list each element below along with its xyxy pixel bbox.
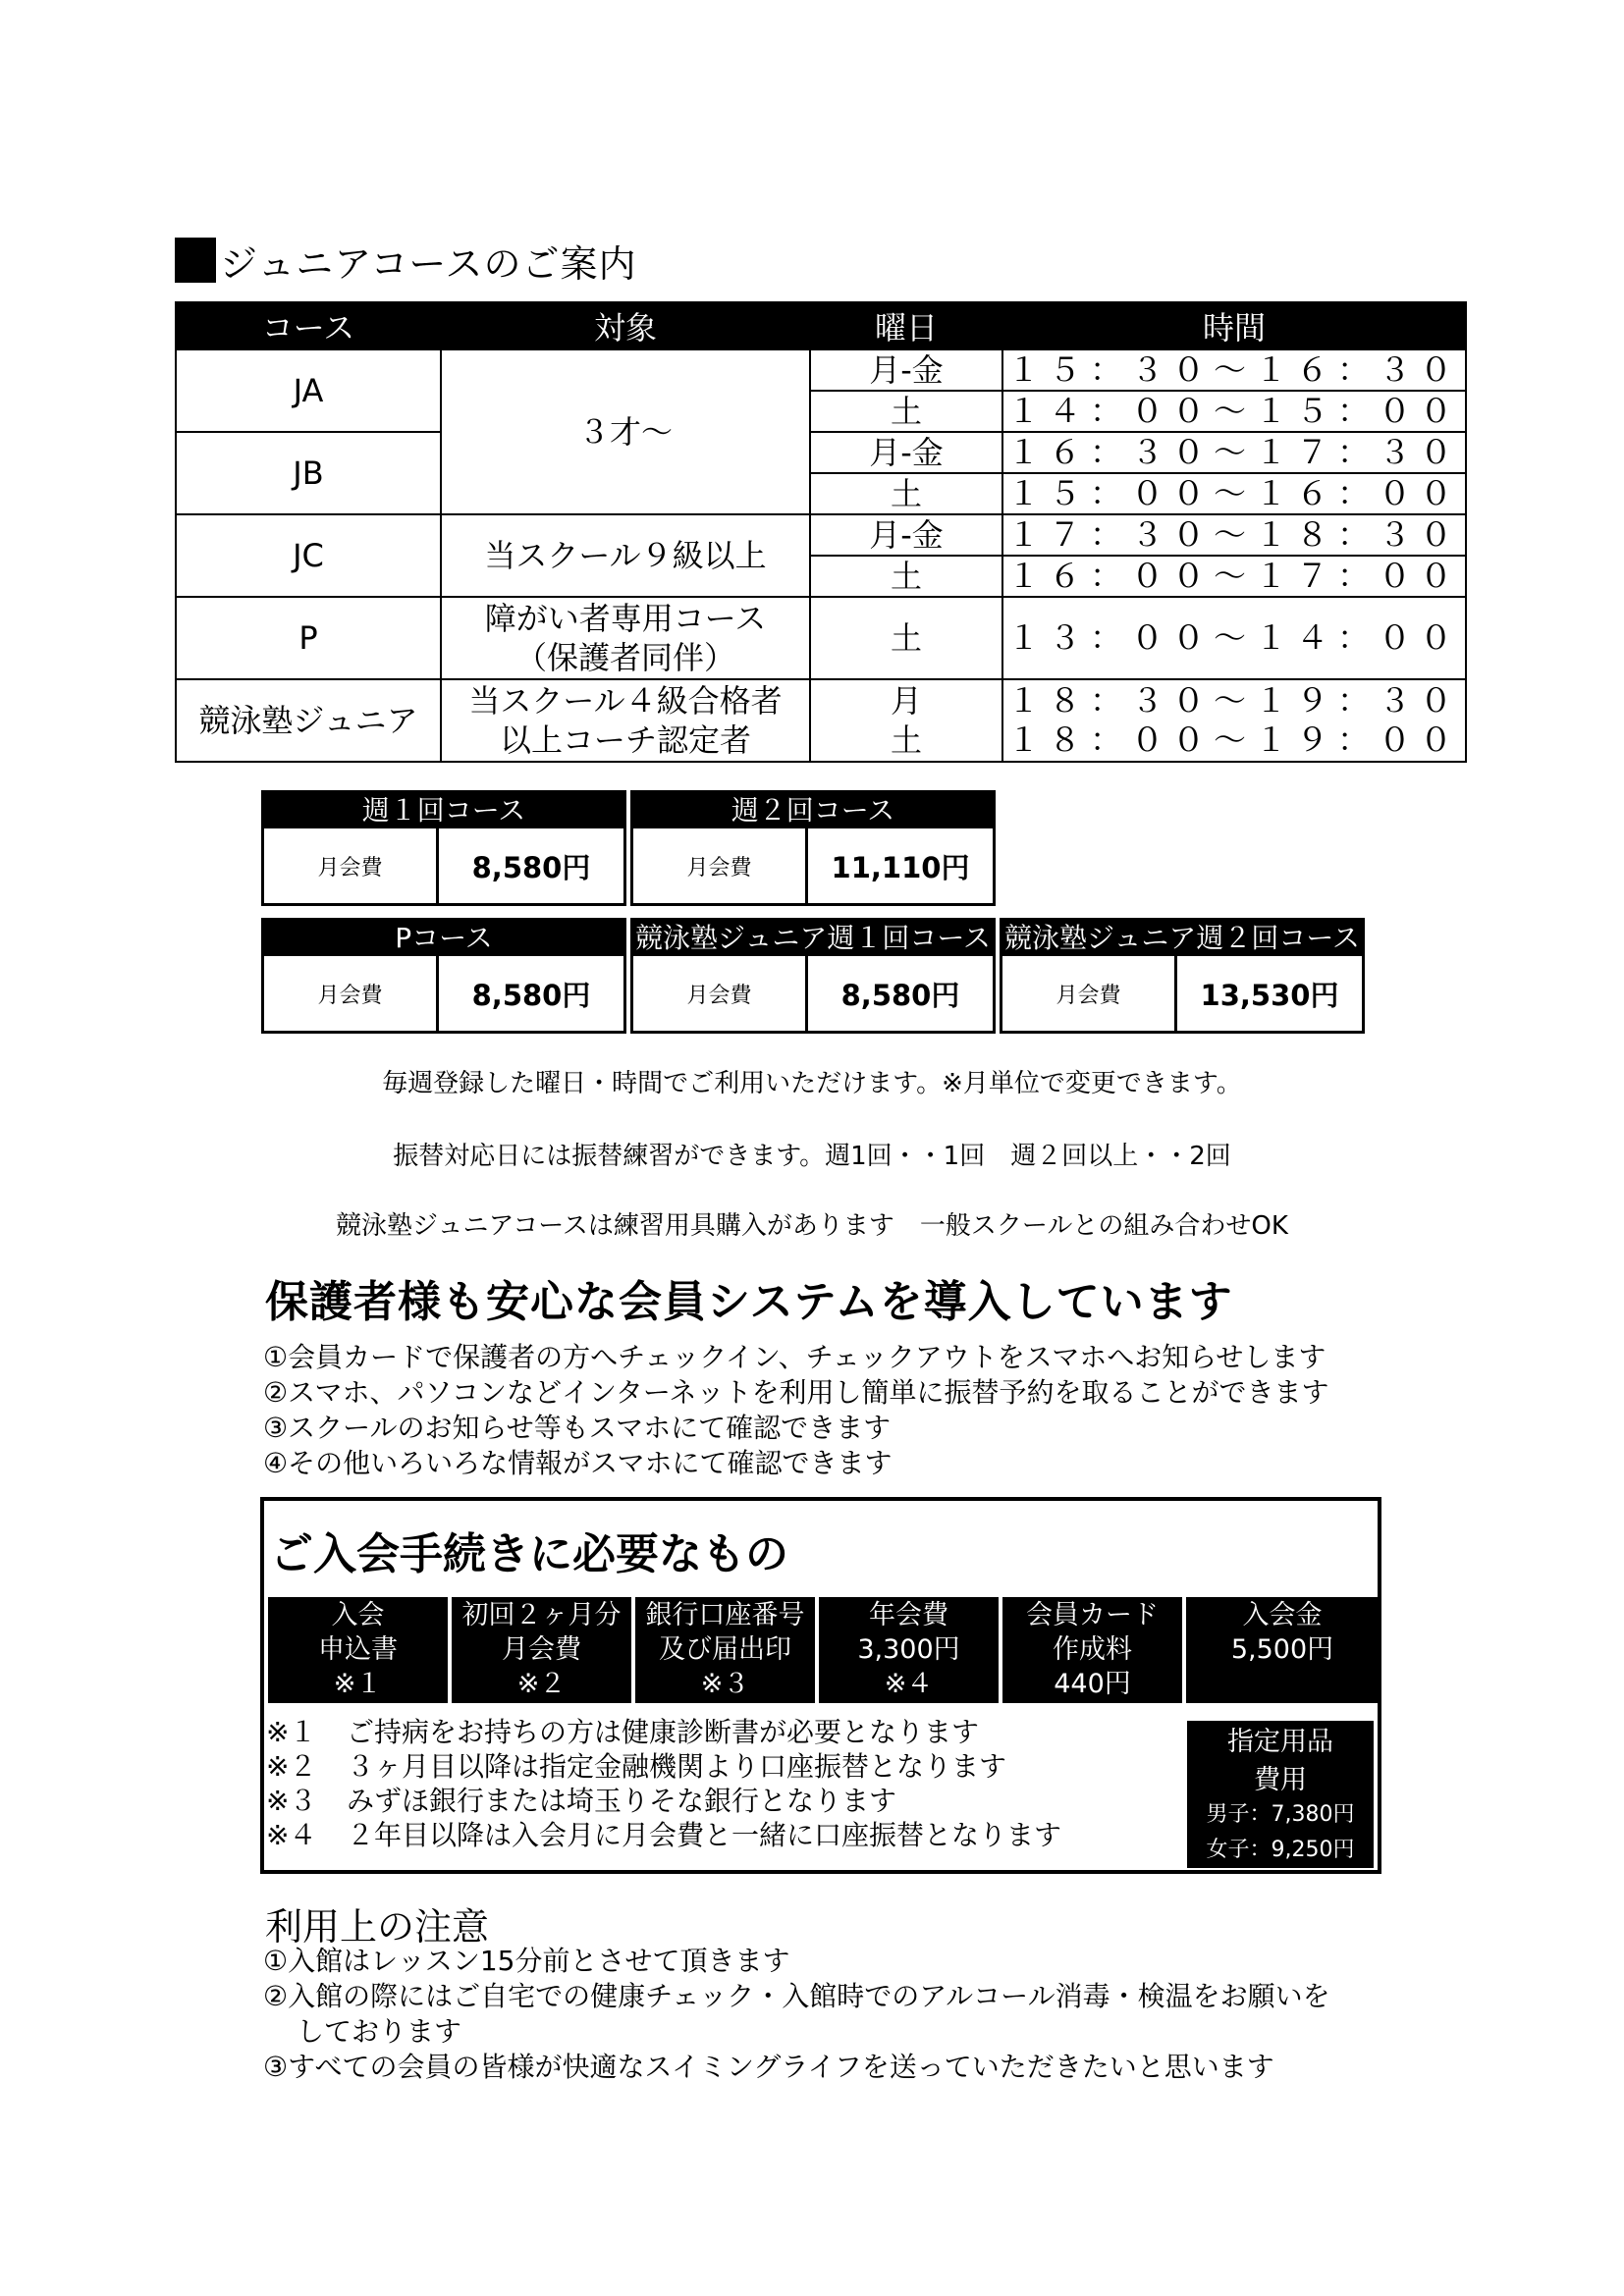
header-target: 対象 (441, 302, 810, 349)
cell-line: ※３ (700, 1669, 750, 1699)
cell-line: ※４ (884, 1669, 934, 1699)
fee-head: Pコース (264, 921, 623, 956)
cell-line: 及び届出印 (659, 1634, 791, 1665)
cell-line: 初回２ヶ月分 (461, 1600, 622, 1630)
fee-label: 月会費 (264, 956, 439, 1031)
fee-value: 8,580円 (471, 978, 591, 1012)
time-cell: １５：３０～１６：３０ (1002, 349, 1466, 391)
note-text: みずほ銀行または埼玉りそな銀行となります (347, 1785, 897, 1817)
day-line: 土 (890, 721, 922, 759)
target-cell: 当スクール９級以上 (441, 514, 810, 597)
time-cell: １６：００～１７：００ (1002, 556, 1466, 597)
list-item (266, 1784, 1061, 1818)
note-text: ご持病をお持ちの方は健康診断書が必要となります (347, 1716, 980, 1748)
time-cell: １５：００～１６：００ (1002, 473, 1466, 514)
page-title-text: ジュニアコースのご案内 (220, 241, 637, 286)
fee-head: 週２回コース (633, 793, 993, 828)
note-line: 毎週登録した曜日・時間でご利用いただけます。※月単位で変更できます。 (382, 1069, 1242, 1098)
list-item (266, 1818, 1061, 1852)
course-cell: JB (176, 432, 441, 514)
fee-head: 競泳塾ジュニア週２回コース (1003, 922, 1361, 954)
time-line: １８：３０～１９：３０ (1007, 681, 1461, 720)
day-cell: 月-金 (810, 432, 1002, 473)
time-cell: １７：３０～１８：３０ (1002, 514, 1466, 556)
cell-line: 入会金 (1242, 1600, 1323, 1630)
schedule-table (175, 301, 1467, 763)
cell-line: 作成料 (1053, 1634, 1132, 1665)
schedule-header-row (176, 302, 1466, 349)
list-item: ③スクールのお知らせ等もスマホにて確認できます (263, 1412, 892, 1444)
list-item: ②入館の際にはご自宅での健康チェック・入館時でのアルコール消毒・検温をお願いを (263, 1980, 1330, 2012)
system-heading: 保護者様も安心な会員システムを導入しています (265, 1277, 1233, 1327)
header-course: コース (176, 302, 441, 349)
system-list (263, 1340, 1328, 1481)
target-line: 当スクール４級合格者 (468, 682, 783, 720)
day-cell (810, 679, 1002, 762)
equipment-male: 男子：7,380円 (1206, 1802, 1355, 1827)
note-mark: ※４ (266, 1819, 317, 1851)
target-line: （保護者同伴） (514, 639, 735, 676)
fee-value: 8,580円 (840, 978, 960, 1012)
cell-line: 3,300円 (857, 1634, 960, 1665)
note-line: 競泳塾ジュニアコースは練習用具購入があります 一般スクールとの組み合わせOK (336, 1211, 1288, 1241)
day-cell: 土 (810, 391, 1002, 432)
procedures-heading: ご入会手続きに必要なもの (270, 1529, 788, 1579)
course-cell: JA (176, 349, 441, 432)
list-item: しております (297, 2015, 462, 2048)
time-cell: １４：００～１５：００ (1002, 391, 1466, 432)
procedure-cell (1002, 1597, 1182, 1703)
procedures-box (260, 1497, 1381, 1874)
equipment-title: 指定用品 (1227, 1727, 1333, 1757)
procedure-cell (635, 1597, 815, 1703)
target-line: 障がい者専用コース (484, 600, 767, 637)
header-day: 曜日 (810, 302, 1002, 349)
cell-line: 年会費 (869, 1600, 948, 1630)
fee-value: 13,530円 (1200, 978, 1339, 1012)
note-mark: ※１ (266, 1716, 317, 1748)
table-row (176, 349, 1466, 391)
fee-label: 月会費 (264, 828, 439, 903)
procedures-notes (266, 1715, 1061, 1852)
cell-line: ※１ (333, 1669, 383, 1699)
time-cell: １３：００～１４：００ (1002, 597, 1466, 679)
fee-box-weekly-2 (630, 790, 996, 906)
fee-box-kyoei-2 (1000, 918, 1365, 1034)
table-row (176, 679, 1466, 762)
cell-line: 銀行口座番号 (645, 1600, 805, 1630)
day-cell: 土 (810, 597, 1002, 679)
fee-label: 月会費 (633, 956, 808, 1031)
procedure-cell (452, 1597, 631, 1703)
cell-line: 入会 (331, 1600, 385, 1630)
note-mark: ※２ (266, 1750, 317, 1783)
equipment-title: 費用 (1254, 1765, 1307, 1795)
time-cell (1002, 679, 1466, 762)
table-row (176, 514, 1466, 556)
course-cell: JC (176, 514, 441, 597)
fee-label: 月会費 (633, 828, 808, 903)
day-cell: 月-金 (810, 349, 1002, 391)
note-text: ３ヶ月目以降は指定金融機関より口座振替となります (347, 1750, 1007, 1783)
fee-head: 週１回コース (264, 793, 623, 828)
day-cell: 土 (810, 473, 1002, 514)
equipment-female: 女子：9,250円 (1206, 1838, 1355, 1862)
fee-label: 月会費 (1002, 956, 1177, 1031)
list-item: ①入館はレッスン15分前とさせて頂きます (263, 1945, 790, 1977)
cell-line: 月会費 (502, 1634, 581, 1665)
course-cell: 競泳塾ジュニア (176, 679, 441, 762)
course-cell: P (176, 597, 441, 679)
list-item: ④その他いろいろな情報がスマホにて確認できます (263, 1447, 893, 1479)
procedure-cell (268, 1597, 448, 1703)
fee-box-p-course (261, 918, 626, 1034)
cell-line: 申込書 (318, 1634, 398, 1665)
procedure-cell (819, 1597, 999, 1703)
cell-line: ※２ (516, 1669, 567, 1699)
fee-value: 8,580円 (471, 850, 591, 884)
cell-line: 440円 (1054, 1669, 1131, 1699)
fee-box-kyoei-1 (630, 918, 996, 1034)
target-line: 以上コーチ認定者 (499, 721, 751, 759)
target-cell: ３才～ (441, 349, 810, 514)
note-text: ２年目以降は入会月に月会費と一緒に口座振替となります (347, 1819, 1062, 1851)
target-cell (441, 679, 810, 762)
fee-value: 11,110円 (831, 850, 970, 884)
day-cell: 土 (810, 556, 1002, 597)
procedures-cells (268, 1597, 1379, 1703)
day-cell: 月-金 (810, 514, 1002, 556)
day-line: 月 (890, 682, 922, 720)
time-cell: １６：３０～１７：３０ (1002, 432, 1466, 473)
list-item (266, 1749, 1061, 1784)
header-time: 時間 (1002, 302, 1466, 349)
procedure-cell (1186, 1597, 1379, 1703)
table-row (176, 597, 1466, 679)
list-item: ③すべての会員の皆様が快適なスイミングライフを送っていただきたいと思います (263, 2051, 1274, 2083)
list-item (266, 1715, 1061, 1749)
time-line: １８：００～１９：００ (1007, 721, 1461, 759)
equipment-box (1187, 1721, 1374, 1868)
usage-list (263, 1944, 1330, 2085)
cell-line: 5,500円 (1230, 1634, 1334, 1665)
note-line: 振替対応日には振替練習ができます。週1回・・1回 週２回以上・・2回 (393, 1142, 1231, 1171)
page-title (175, 236, 636, 285)
cell-line: 会員カード (1026, 1600, 1159, 1630)
fee-box-weekly-1 (261, 790, 626, 906)
target-cell (441, 597, 810, 679)
table-row (176, 432, 1466, 473)
usage-title: 利用上の注意 (265, 1905, 490, 1949)
list-item: ②スマホ、パソコンなどインターネットを利用し簡単に振替予約を取ることができます (263, 1376, 1329, 1409)
title-marker (175, 238, 216, 283)
list-item: ①会員カードで保護者の方へチェックイン、チェックアウトをスマホへお知らせします (263, 1341, 1326, 1373)
note-mark: ※３ (266, 1785, 317, 1817)
fee-head: 競泳塾ジュニア週１回コース (634, 922, 992, 954)
